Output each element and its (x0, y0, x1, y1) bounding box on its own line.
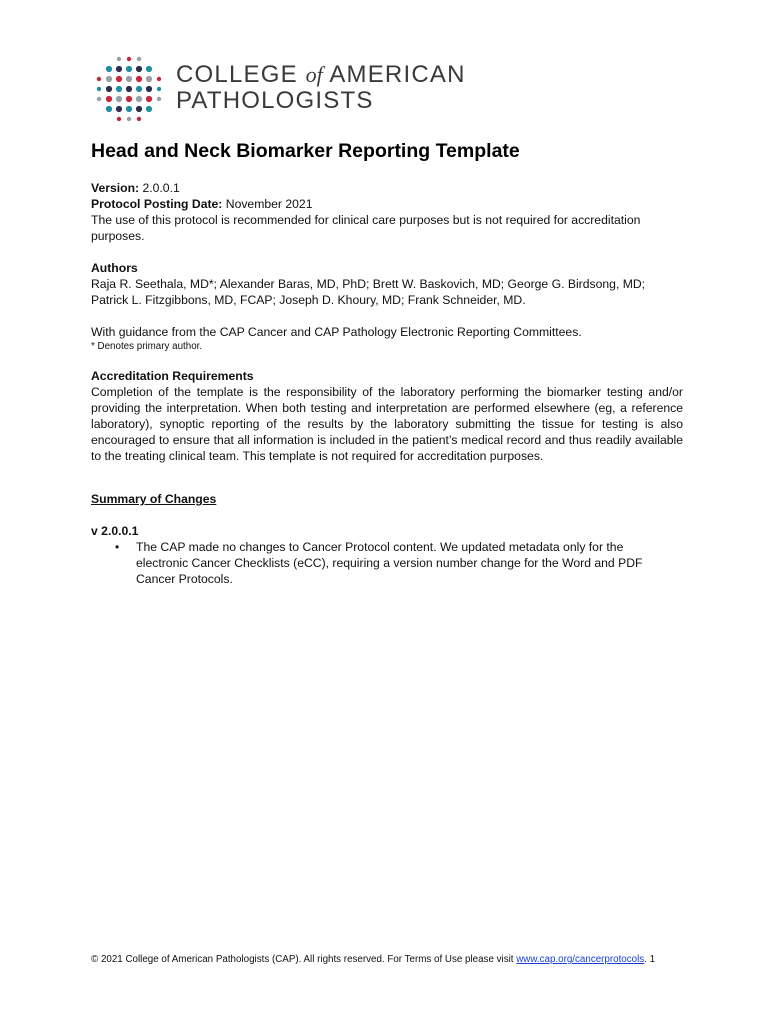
protocol-meta (91, 180, 683, 244)
changes-heading: Summary of Changes (91, 492, 217, 506)
logo-dot (126, 106, 132, 112)
list-item (115, 539, 683, 587)
accreditation-heading: Accreditation Requirements (91, 369, 254, 383)
logo-dot (137, 57, 141, 61)
accreditation-text: Completion of the template is the responsibility of the laboratory performing the biomarker testing and/or providing the interpretation. When both testing and interpretation are performed elsewhere (eg, a reference laboratory), synoptic reporting of the results by the laboratory submitting the tissue for testing is also encouraged to ensure that all information is included in the patient’s medical record and thus readily available to the treating clinical team. This template is not required for accreditation purposes. (91, 385, 683, 463)
logo-dot (97, 87, 101, 91)
primary-author-note: * Denotes primary author. (91, 341, 203, 352)
logo-dot (116, 86, 122, 92)
logo-dot (136, 76, 142, 82)
changes-version: v 2.0.0.1 (91, 524, 139, 538)
accreditation-section (91, 368, 683, 464)
logo-dot (157, 97, 161, 101)
logo-dot (126, 86, 132, 92)
logo-dot (97, 97, 101, 101)
authors-list: Raja R. Seethala, MD*; Alexander Baras, MD, PhD; Brett W. Baskovich, MD; George G. Birdsong, MD; Patrick L. Fitzgibbons, MD, FCAP; Joseph D. Khoury, MD; Frank Schneider, MD. (91, 277, 646, 307)
logo-dot (146, 106, 152, 112)
logo-dot (117, 117, 121, 121)
logo-dot (136, 106, 142, 112)
logo-dot (146, 86, 152, 92)
changes-section (91, 491, 683, 587)
logo-dot (126, 96, 132, 102)
logo-dot (116, 66, 122, 72)
logo-dot (106, 96, 112, 102)
logo-dot (116, 76, 122, 82)
cap-logo-wordmark: COLLEGE of AMERICAN PATHOLOGISTS (176, 61, 466, 114)
logo-dot (126, 66, 132, 72)
logo-dot (157, 87, 161, 91)
logo-dot (106, 86, 112, 92)
logo-dot (116, 106, 122, 112)
page-footer (91, 953, 691, 966)
logo-dot (116, 96, 122, 102)
logo-dot (146, 76, 152, 82)
posting-date-line: Protocol Posting Date: November 2021 (91, 197, 313, 211)
page-number: . 1 (644, 954, 656, 965)
logo-dot (97, 77, 101, 81)
logo-dot (136, 86, 142, 92)
cap-logo-dots-icon (94, 54, 164, 124)
logo-dot (117, 57, 121, 61)
logo-dot (136, 96, 142, 102)
logo-dot (146, 66, 152, 72)
logo-dot (136, 66, 142, 72)
logo-dot (157, 77, 161, 81)
authors-section (91, 260, 683, 353)
page-title: Head and Neck Biomarker Reporting Template (91, 140, 520, 162)
change-item-text: The CAP made no changes to Cancer Protocol content. We updated metadata only for the electronic Cancer Checklists (eCC), requiring a version number change for the Word and PDF Cancer Protocols. (136, 540, 643, 586)
logo-dot (106, 106, 112, 112)
version-line: Version: 2.0.0.1 (91, 181, 180, 195)
use-note: The use of this protocol is recommended for clinical care purposes but is not required for accreditation purposes. (91, 213, 641, 243)
copyright-text: © 2021 College of American Pathologists (CAP). All rights reserved. For Terms of Use please visit (91, 954, 517, 965)
cancer-protocols-link[interactable]: www.cap.org/cancerprotocols (516, 954, 645, 965)
logo-dot (146, 96, 152, 102)
guidance-note: With guidance from the CAP Cancer and CAP Pathology Electronic Reporting Committees. (91, 325, 582, 339)
bullet-icon: • (115, 540, 120, 554)
logo-dot (137, 117, 141, 121)
authors-heading: Authors (91, 261, 138, 275)
logo-dot (106, 66, 112, 72)
logo-dot (126, 76, 132, 82)
logo-dot (127, 117, 131, 121)
logo-dot (106, 76, 112, 82)
logo-dot (127, 57, 131, 61)
cap-logo (94, 54, 474, 124)
